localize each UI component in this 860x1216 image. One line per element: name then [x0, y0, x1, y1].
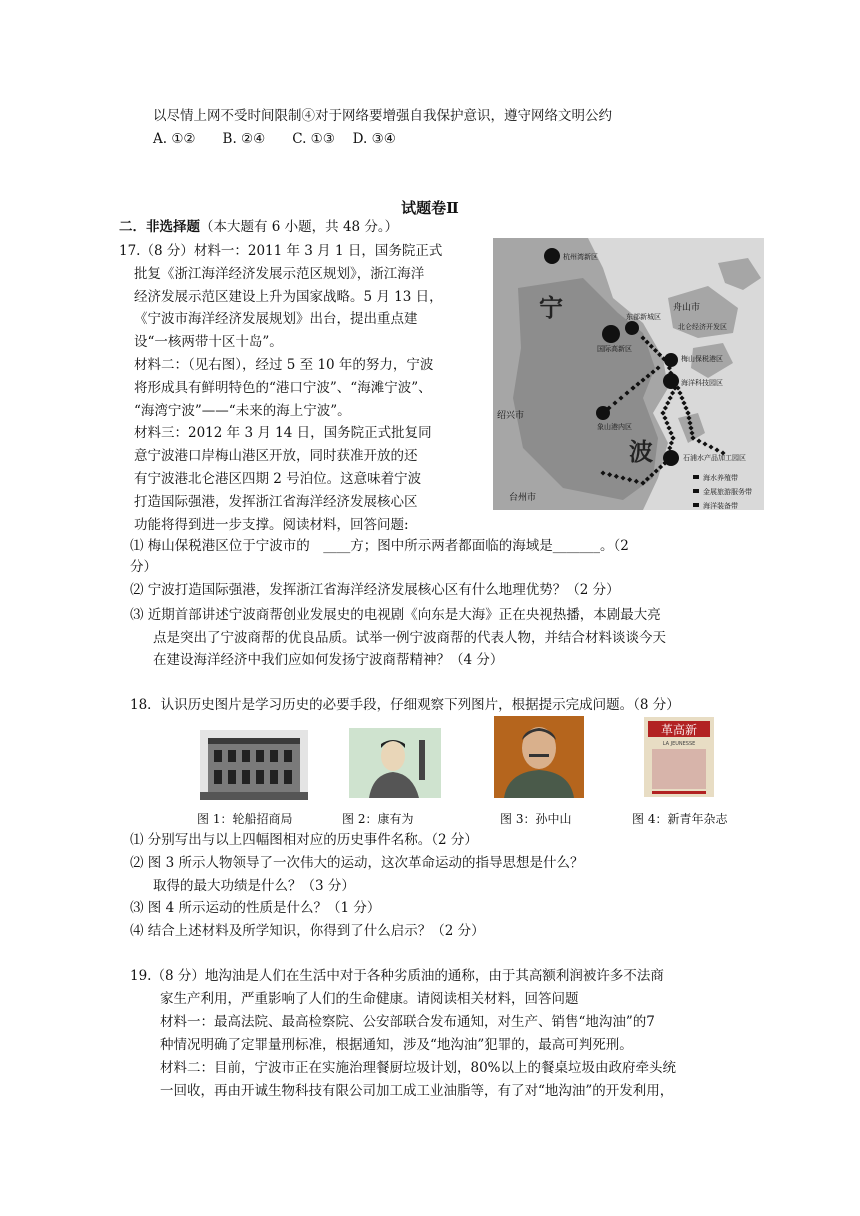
q17-sub3-line3: 在建设海洋经济中我们应如何发扬宁波商帮精神？（4 分）: [153, 652, 504, 668]
label-meishan: 梅山保税港区: [681, 355, 723, 363]
q16-tail-line: 以尽情上网不受时间限制④对于网络要增强自我保护意识，遵守网络文明公约: [153, 108, 612, 124]
q19-line2: 家生产利用，严重影响了人们的生命健康。请阅读相关材料，回答问题: [160, 991, 579, 1007]
photo-kang-youwei: [349, 728, 441, 798]
q17-line: 《宁波市海洋经济发展规划》出台，提出重点建: [134, 311, 418, 328]
label-bo: 波: [629, 437, 653, 466]
q19-material2: 材料二：目前，宁波市正在实施治理餐厨垃圾计划，80%以上的餐桌垃圾由政府牵头统: [160, 1060, 677, 1076]
q17-line: 17.（8 分）材料一：2011 年 3 月 1 日，国务院正式: [119, 243, 443, 259]
label-hangzhouwan: 杭州湾新区: [563, 253, 598, 261]
label-haiyang: 海洋科技园区: [681, 379, 723, 387]
magazine-title: 革高新: [660, 723, 698, 737]
section-heading-label: 二．非选择题: [119, 219, 200, 235]
q17-line: 意宁波港口岸梅山港区开放，同时获准开放的还: [134, 448, 418, 465]
q16-options: A. ①② B. ②④ C. ①③ D. ③④: [153, 131, 396, 147]
photo-new-youth-magazine: [644, 717, 714, 797]
section-heading: [119, 217, 398, 237]
q18-sub1: ⑴ 分别写出与以上四幅图相对应的历史事件名称。（2 分）: [130, 832, 478, 848]
q17-sub2: ⑵ 宁波打造国际强港，发挥浙江省海洋经济发展核心区有什么地理优势？（2 分）: [130, 582, 620, 598]
q17-sub1: ⑴ 梅山保税港区位于宁波市的 ____方；图中所示两者都面临的海域是_______。（2: [130, 538, 629, 554]
q19-material1: 材料一：最高法院、最高检察院、公安部联合发布通知，对生产、销售“地沟油”的7: [160, 1014, 655, 1030]
legend-equipment: 海洋装备带: [703, 502, 738, 510]
photo-shipping-bureau: [200, 730, 308, 800]
q18-sub2: ⑵ 图 3 所示人物领导了一次伟大的运动，这次革命运动的指导思想是什么？: [130, 855, 584, 871]
q17-sub1-cont: 分）: [130, 559, 157, 575]
q17-line: 批复《浙江海洋经济发展示范区规划》，浙江海洋: [134, 265, 425, 282]
section-title: 试题卷Ⅱ: [401, 199, 459, 217]
q17-line: 有宁波港北仑港区四期 2 号泊位。这意味着宁波: [134, 470, 422, 487]
q18-intro: 18．认识历史图片是学习历史的必要手段，仔细观察下列图片，根据提示完成问题。（8 分）: [130, 697, 680, 713]
legend-aquaculture: 海水养殖带: [703, 474, 738, 482]
q17-sub3: ⑶ 近期首部讲述宁波商帮创业发展史的电视剧《向东是大海》正在央视热播，本剧最大亮: [130, 607, 661, 623]
magazine-subtitle: LA JEUNESSE: [662, 741, 696, 747]
q17-lines: [119, 240, 443, 536]
q17-line: 设“一核两带十区十岛”。: [134, 334, 283, 351]
caption-fig3: 图 3：孙中山: [500, 812, 572, 826]
map-graphic: [493, 238, 764, 510]
ningbo-map: [493, 238, 764, 510]
caption-fig2: 图 2：康有为: [342, 812, 414, 826]
q18-sub3: ⑶ 图 4 所示运动的性质是什么？（1 分）: [130, 900, 381, 916]
label-taizhou: 台州市: [509, 493, 537, 503]
label-dongbu: 东部新城区: [626, 313, 661, 321]
caption-fig4: 图 4：新青年杂志: [632, 812, 728, 826]
label-ning: 宁: [539, 293, 563, 322]
q18-sub4: ⑷ 结合上述材料及所学知识，你得到了什么启示？（2 分）: [130, 923, 485, 939]
legend-tourism: 金展旅游服务带: [703, 488, 752, 496]
q18-sub2-line2: 取得的最大功绩是什么？（3 分）: [153, 878, 355, 894]
label-xiangshan: 象山港内区: [597, 423, 632, 431]
q19-material1-cont: 种情况明确了定罪量刑标准，根据通知，涉及“地沟油”犯罪的，最高可判死刑。: [160, 1037, 633, 1053]
caption-fig1: 图 1：轮船招商局: [197, 812, 293, 826]
q17-line: 材料二：（见右图），经过 5 至 10 年的努力，宁波: [134, 356, 434, 373]
photo-sun-yatsen: [494, 716, 584, 798]
q17-line: 经济发展示范区建设上升为国家战略。5 月 13 日，: [134, 288, 443, 305]
q17-line: 功能将得到进一步支撑。阅读材料，回答问题:: [134, 516, 409, 533]
q17-line: 材料三：2012 年 3 月 14 日，国务院正式批复同: [134, 425, 432, 442]
q17-line: 打造国际强港，发挥浙江省海洋经济发展核心区: [134, 493, 418, 510]
label-zhoushan: 舟山市: [673, 303, 701, 313]
label-shaoxing: 绍兴市: [497, 411, 525, 421]
label-shipu: 石浦水产品加工园区: [683, 454, 746, 462]
q17-line: 将形成具有鲜明特色的“港口宁波”、“海滩宁波”、: [134, 379, 432, 396]
label-guomao: 国际高新区: [597, 345, 632, 353]
q17-line: “海湾宁波”——“未来的海上宁波”。: [134, 402, 351, 419]
q17-sub3-line2: 点是突出了宁波商帮的优良品质。试举一例宁波商帮的代表人物，并结合材料谈谈今天: [153, 630, 666, 646]
q19-material2-cont: 一回收，再由开诚生物科技有限公司加工成工业油脂等，有了对“地沟油”的开发利用，: [160, 1083, 674, 1099]
section-heading-note: （本大题有 6 小题，共 48 分。）: [200, 219, 399, 235]
q19-line1: 19.（8 分）地沟油是人们在生活中对于各种劣质油的通称，由于其高额利润被许多不法商: [130, 968, 664, 984]
label-beilun: 北仑经济开发区: [678, 323, 727, 331]
